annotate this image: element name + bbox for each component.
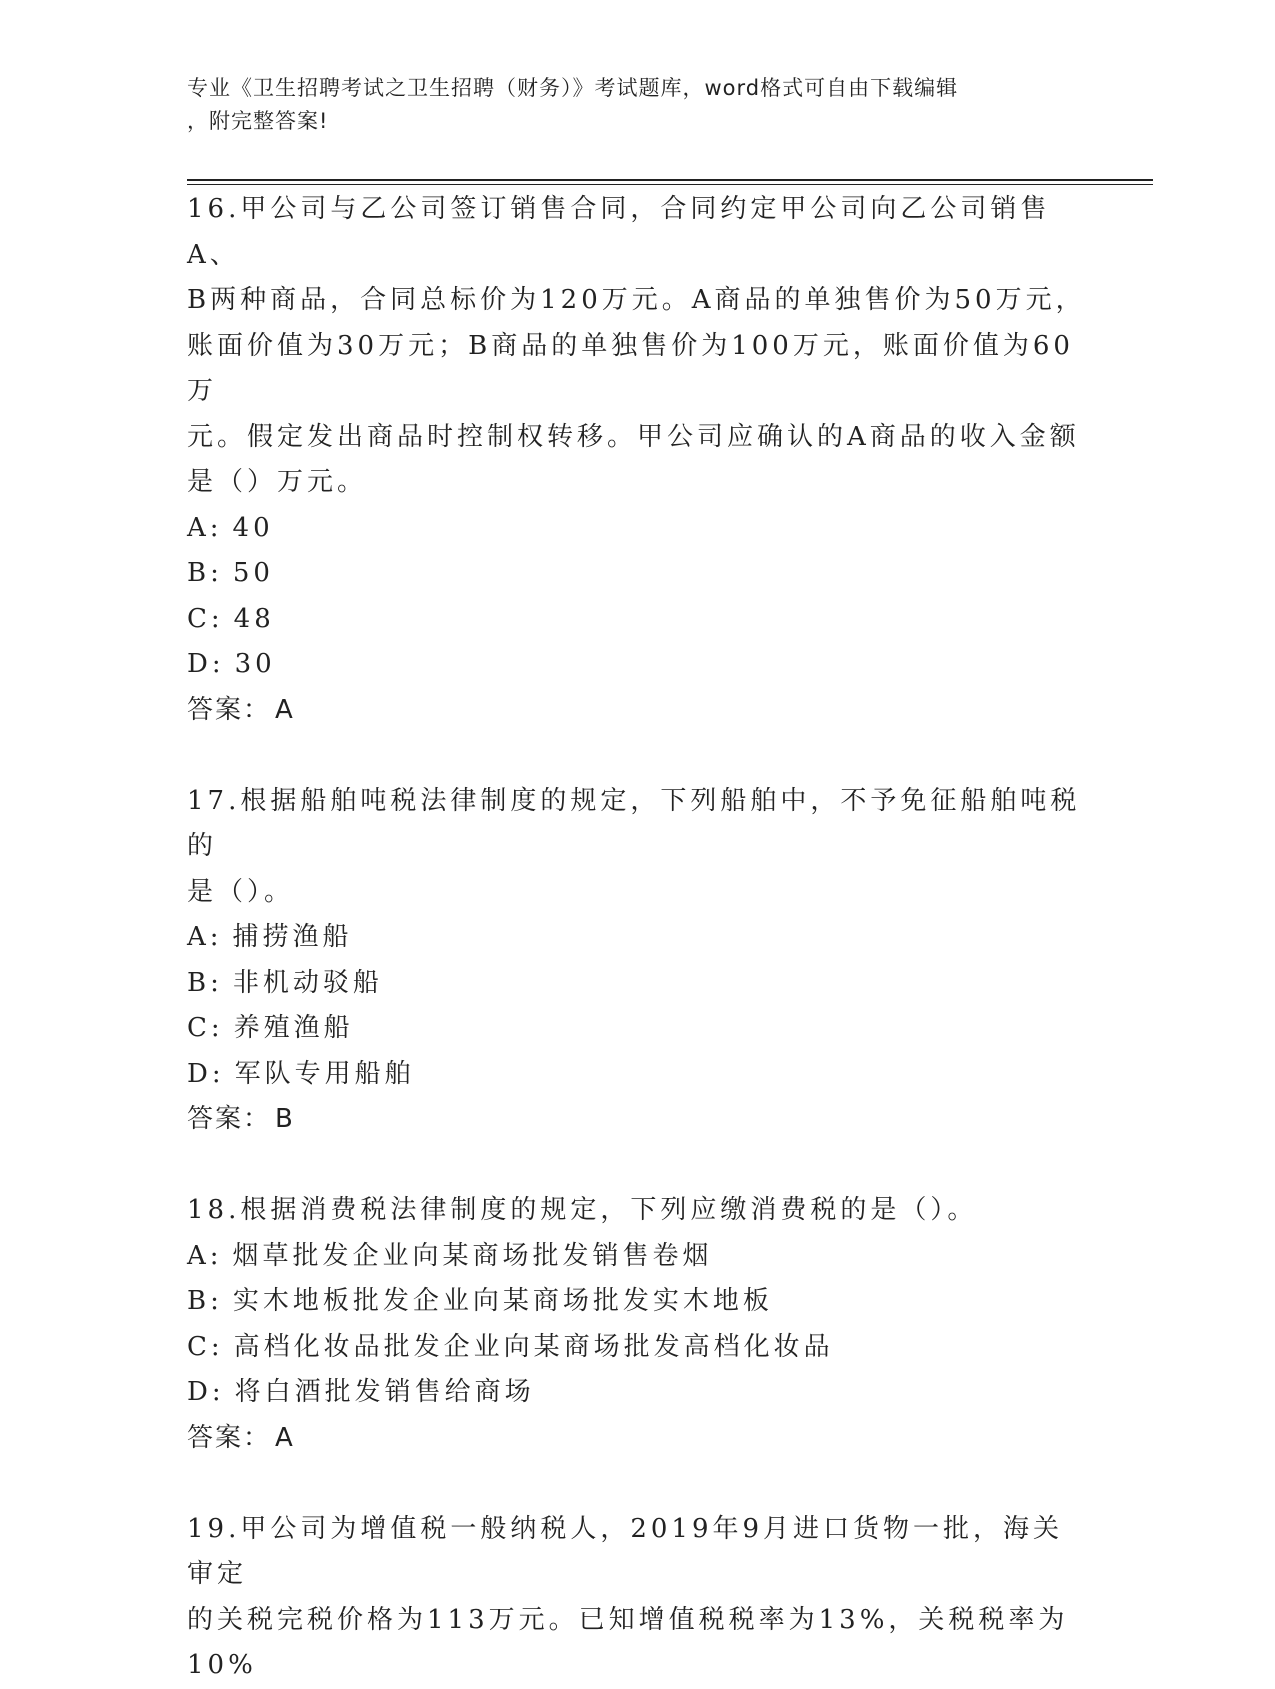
header-divider-thin <box>187 184 1153 185</box>
question-stem-line: 19.甲公司为增值税一般纳税人，2019年9月进口货物一批，海关审定 <box>187 1513 1064 1589</box>
option-c <box>187 1325 1087 1371</box>
header-line-1: 专业《卫生招聘考试之卫生招聘（财务）》考试题库，word格式可自由下载编辑 <box>187 76 959 100</box>
answer-value: A <box>275 694 293 725</box>
answer-line <box>187 1097 1087 1143</box>
header-line-2: ，附完整答案! <box>187 109 329 133</box>
option-a <box>187 915 1087 961</box>
option-text: 高档化妆品批发企业向某商场批发高档化妆品 <box>233 1331 834 1362</box>
question-stem-line: 元。假定发出商品时控制权转移。甲公司应确认的A商品的收入金额 <box>187 421 1080 452</box>
option-b <box>187 1279 1087 1325</box>
option-text: 非机动驳船 <box>232 967 383 998</box>
answer-value: B <box>275 1104 293 1134</box>
question-stem-line: 是（）。 <box>187 876 295 907</box>
question-stem-line: 账面价值为30万元；B商品的单独售价为100万元，账面价值为60万 <box>187 330 1074 406</box>
document-header <box>187 72 1067 138</box>
option-letter: B: <box>187 967 223 998</box>
option-letter: C: <box>187 603 224 634</box>
answer-label: 答案： <box>187 1104 272 1134</box>
question-spacer <box>187 1143 1087 1189</box>
answer-label: 答案： <box>187 694 272 725</box>
question-stem-line: 16.甲公司与乙公司签订销售合同，合同约定甲公司向乙公司销售A、 <box>187 194 1051 270</box>
option-letter: A: <box>187 1240 223 1271</box>
question-stem-line: 的关税完税价格为113万元。已知增值税税率为13%，关税税率为10% <box>187 1604 1069 1680</box>
option-d <box>187 1370 1087 1416</box>
option-text: 将白酒批发销售给商场 <box>234 1377 535 1407</box>
option-text: 烟草批发企业向某商场批发销售卷烟 <box>232 1240 713 1271</box>
option-text: 50 <box>232 558 274 588</box>
option-d <box>187 1052 1087 1098</box>
option-letter: A: <box>187 512 223 543</box>
question-list <box>187 187 1087 1689</box>
answer-line <box>187 688 1087 734</box>
answer-line <box>187 1416 1087 1462</box>
question-stem-line: B两种商品，合同总标价为120万元。A商品的单独售价为50万元， <box>187 285 1086 315</box>
option-text: 捕捞渔船 <box>232 922 353 952</box>
option-text: 40 <box>232 512 274 543</box>
option-letter: C: <box>187 1331 224 1362</box>
option-letter: D: <box>187 1377 225 1407</box>
option-letter: D: <box>187 649 225 679</box>
option-b <box>187 551 1087 597</box>
question-spacer <box>187 733 1087 779</box>
option-text: 48 <box>233 603 275 634</box>
option-text: 30 <box>234 649 276 679</box>
option-text: 养殖渔船 <box>233 1013 354 1043</box>
question-stem-line: 17.根据船舶吨税法律制度的规定，下列船舶中，不予免征船舶吨税的 <box>187 785 1081 861</box>
header-divider-thick <box>187 179 1153 181</box>
option-letter: B: <box>187 558 223 588</box>
question-stem-line: 是（）万元。 <box>187 467 368 497</box>
option-c <box>187 597 1087 643</box>
option-letter: A: <box>187 922 223 952</box>
question-17 <box>187 779 1087 1143</box>
option-text: 实木地板批发企业向某商场批发实木地板 <box>232 1286 773 1316</box>
question-spacer <box>187 1461 1087 1507</box>
answer-value: A <box>275 1422 293 1453</box>
option-d <box>187 642 1087 688</box>
answer-label: 答案： <box>187 1422 272 1453</box>
question-18 <box>187 1188 1087 1461</box>
option-a <box>187 1234 1087 1280</box>
option-letter: B: <box>187 1286 223 1316</box>
option-c <box>187 1006 1087 1052</box>
option-letter: C: <box>187 1013 224 1043</box>
question-16 <box>187 187 1087 733</box>
question-stem-line: 18.根据消费税法律制度的规定，下列应缴消费税的是（）。 <box>187 1195 978 1225</box>
question-19 <box>187 1507 1087 1689</box>
option-text: 军队专用船舶 <box>234 1058 415 1089</box>
option-b <box>187 961 1087 1007</box>
option-letter: D: <box>187 1058 225 1089</box>
option-a <box>187 506 1087 552</box>
